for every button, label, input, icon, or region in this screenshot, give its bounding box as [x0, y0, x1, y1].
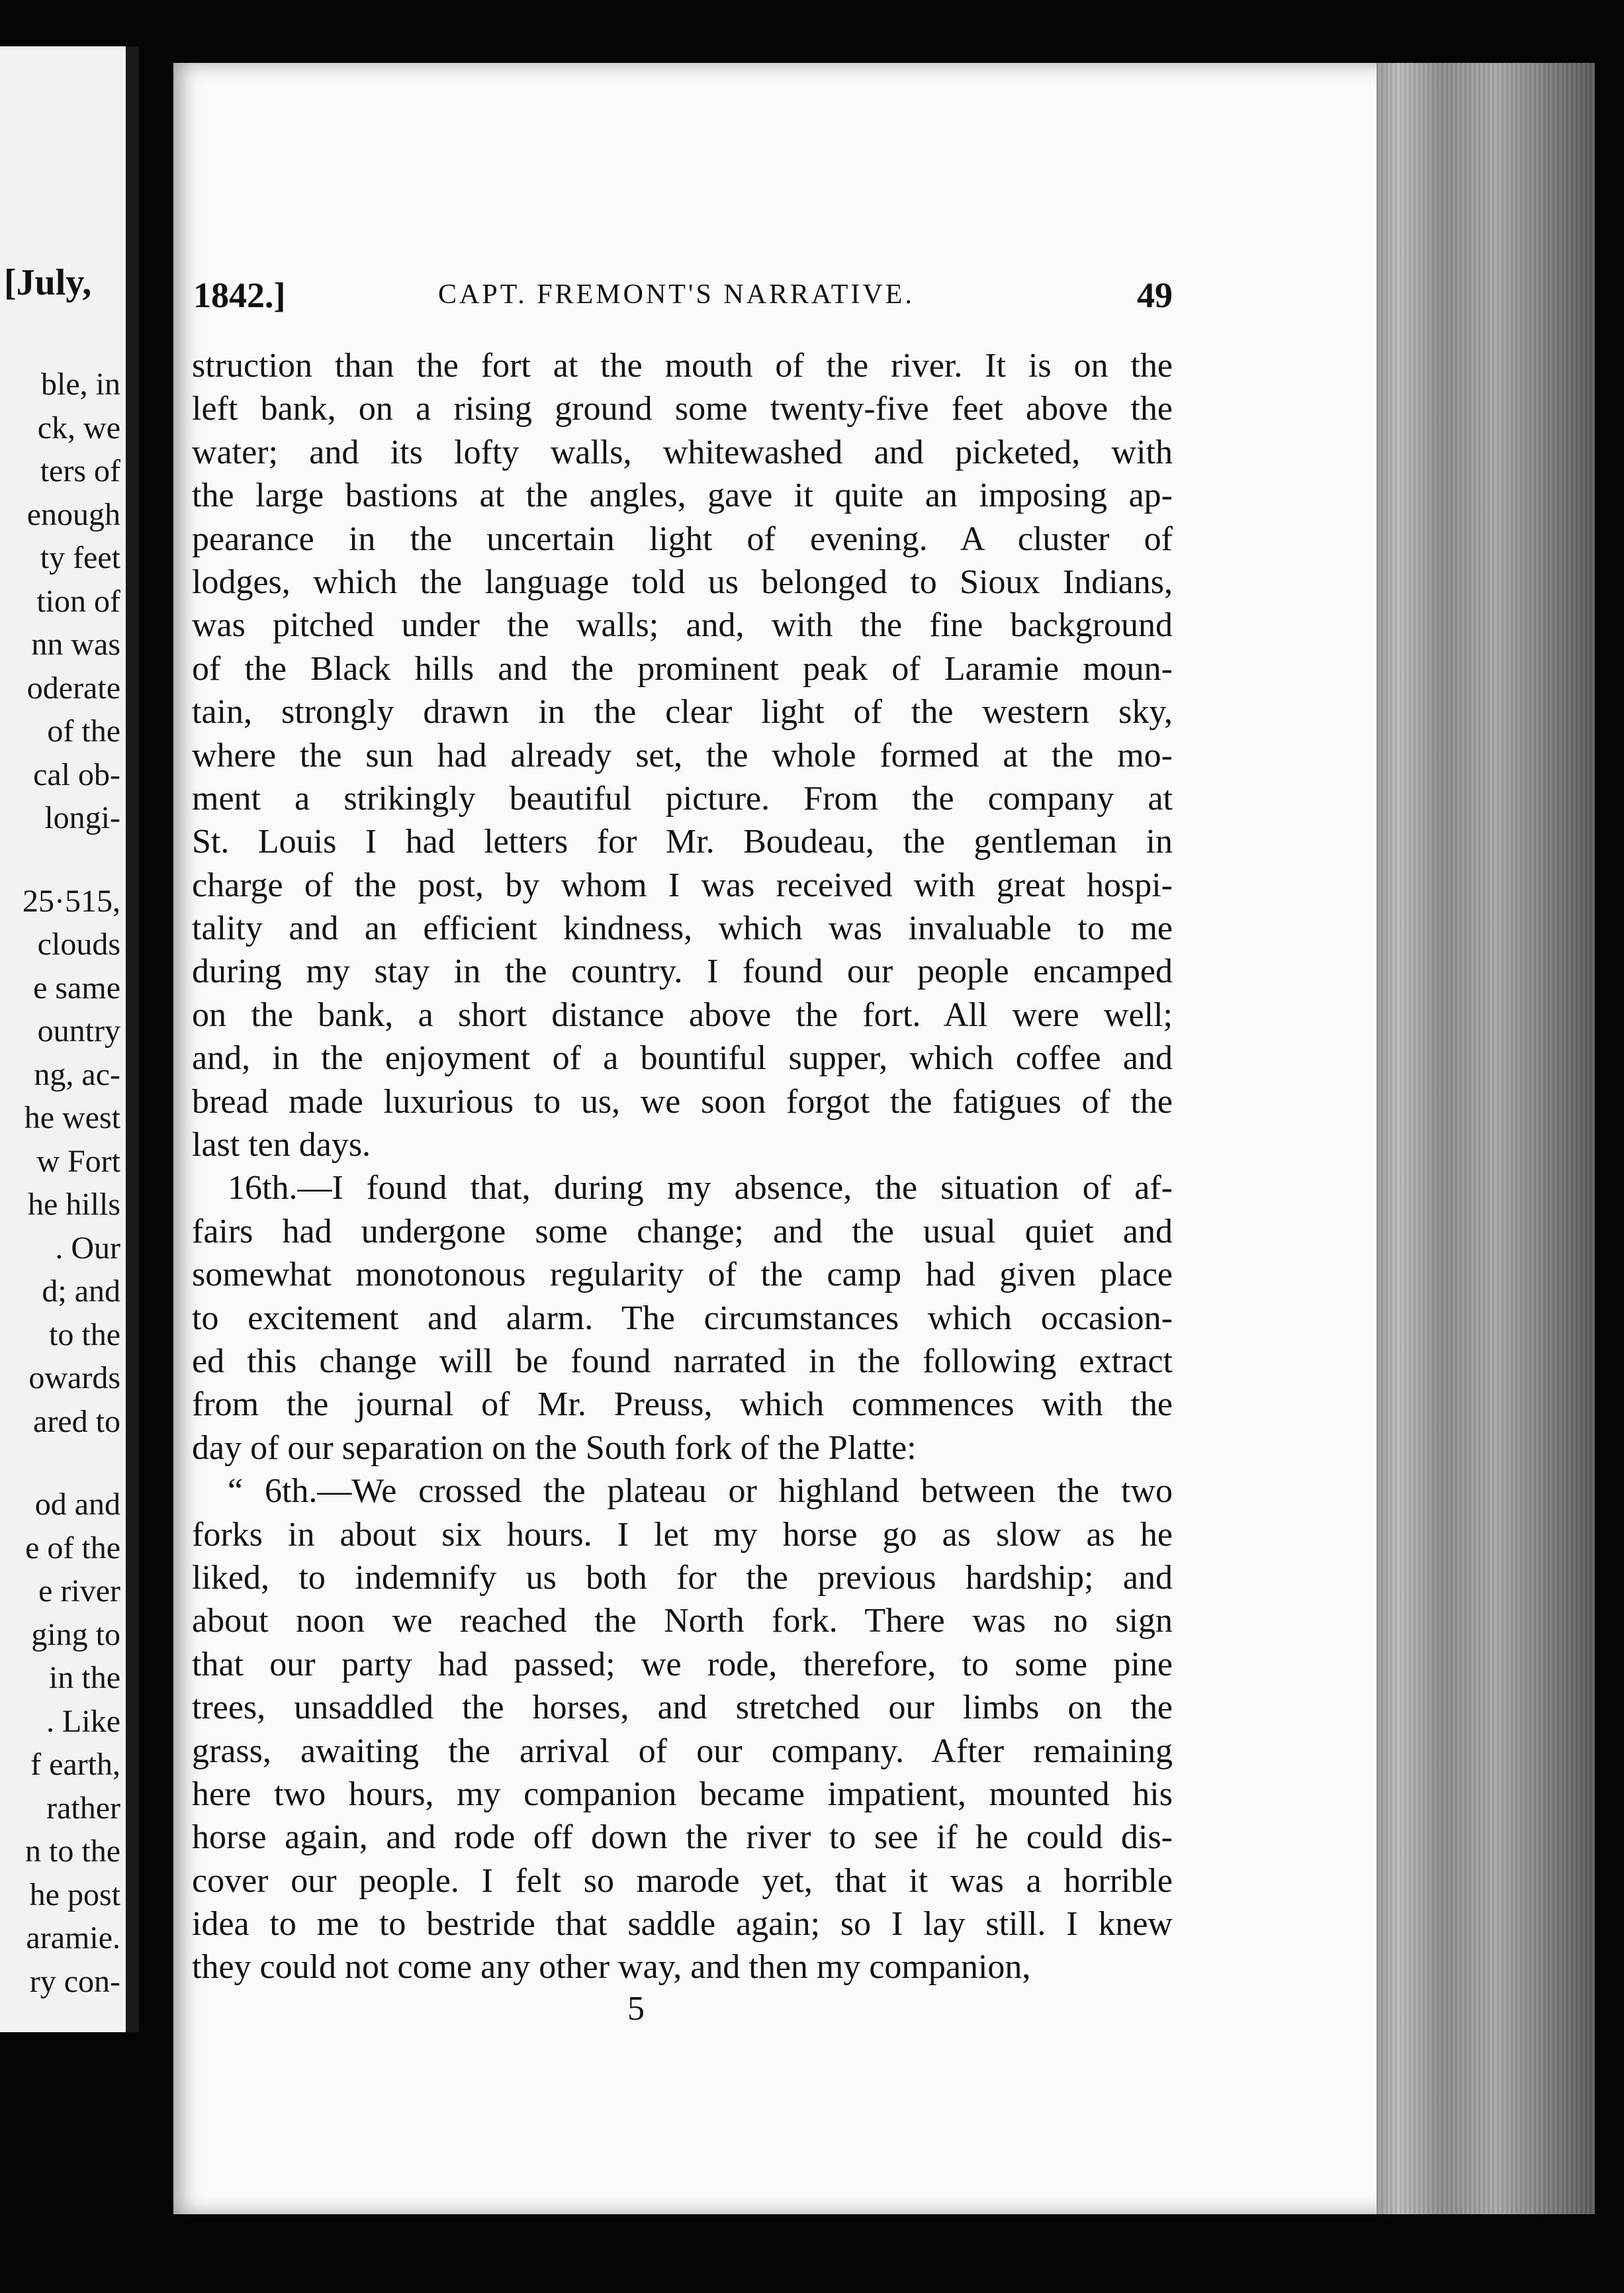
facing-page-line: e river: [38, 1573, 120, 1609]
text-line: struction than the fort at the mouth of the river. It is on the: [192, 347, 1173, 385]
facing-page-line: tion of: [36, 583, 120, 619]
text-line: and, in the enjoyment of a bountiful supper, which coffee and: [192, 1039, 1173, 1078]
facing-page-line: clouds: [37, 927, 120, 962]
text-line: grass, awaiting the arrival of our company. After remaining: [192, 1732, 1173, 1770]
text-line: during my stay in the country. I found our people encamped: [192, 953, 1173, 991]
facing-page-running-head: [July,: [4, 262, 92, 303]
text-line: idea to me to bestride that saddle again; so I lay still. I knew: [192, 1905, 1173, 1943]
facing-page-block-c: [23, 1483, 120, 2003]
facing-page-line: ging to: [31, 1616, 120, 1652]
page-body-text: [192, 344, 1173, 1989]
facing-page-line: e same: [33, 970, 120, 1006]
facing-page-line: ry con-: [29, 1963, 120, 1999]
facing-page-line: in the: [49, 1660, 120, 1695]
text-line: trees, unsaddled the horses, and stretched our limbs on the: [192, 1689, 1173, 1727]
text-line: horse again, and rode off down the river to see if he could dis-: [192, 1818, 1173, 1857]
text-line: lodges, which the language told us belonged to Sioux Indians,: [192, 563, 1173, 601]
facing-page-line: cal ob-: [33, 757, 120, 792]
text-line: of the Black hills and the prominent peak of Laramie moun-: [192, 649, 1173, 688]
facing-page-line: od and: [34, 1487, 120, 1522]
facing-page-gap: [23, 1443, 120, 1483]
text-line: liked, to indemnify us both for the previous hardship; and: [192, 1558, 1173, 1597]
text-line: St. Louis I had letters for Mr. Boudeau, the gentleman in: [192, 823, 1173, 861]
facing-page-line: oderate: [26, 670, 120, 706]
facing-page-line: nn was: [31, 627, 120, 662]
facing-page-line: owards: [28, 1360, 120, 1395]
text-line: tain, strongly drawn in the clear light of the western sky,: [192, 693, 1173, 731]
facing-page-line: rather: [46, 1790, 120, 1826]
facing-page-line: ountry: [37, 1013, 120, 1049]
facing-page-line: ck, we: [37, 410, 120, 445]
facing-page-line: aramie.: [26, 1920, 120, 1955]
text-line: cover our people. I felt so marode yet, that it was a horrible: [192, 1861, 1173, 1900]
text-line: that our party had passed; we rode, therefore, to some pine: [192, 1645, 1173, 1683]
facing-page-line: ters of: [40, 453, 120, 489]
facing-page-line: f earth,: [30, 1747, 120, 1782]
facing-page-line: longi-: [44, 800, 120, 835]
text-line: charge of the post, by whom I was received with great hospi-: [192, 866, 1173, 904]
facing-page-line: w Fort: [36, 1143, 120, 1179]
signature-mark: 5: [627, 1990, 645, 2028]
text-line: ed this change will be found narrated in the following extract: [192, 1342, 1173, 1380]
text-line: here two hours, my companion became impatient, mounted his: [192, 1775, 1173, 1813]
text-line: “ 6th.—We crossed the plateau or highland between the two: [228, 1472, 1173, 1511]
text-line: pearance in the uncertain light of evening. A cluster of: [192, 520, 1173, 558]
facing-page-line: he post: [29, 1877, 120, 1912]
text-line: 16th.—I found that, during my absence, the situation of af-: [228, 1169, 1173, 1207]
facing-page-line: he hills: [28, 1187, 120, 1222]
facing-page-text: [23, 363, 120, 2003]
facing-page-line: of the: [47, 714, 120, 749]
facing-page-line: ng, ac-: [34, 1056, 120, 1092]
text-line: bread made luxurious to us, we soon forgot the fatigues of the: [192, 1082, 1173, 1121]
text-line: left bank, on a rising ground some twenty-five feet above the: [192, 390, 1173, 428]
running-head: [193, 275, 1173, 321]
text-line: tality and an efficient kindness, which was invaluable to me: [192, 910, 1173, 948]
text-line: the large bastions at the angles, gave it quite an imposing ap-: [192, 477, 1173, 515]
text-line: was pitched under the walls; and, with the fine background: [192, 606, 1173, 645]
facing-page-line: . Our: [55, 1230, 120, 1266]
facing-page-line: n to the: [25, 1834, 120, 1869]
facing-page-line: he west: [24, 1100, 120, 1135]
text-line: ment a strikingly beautiful picture. From the company at: [192, 779, 1173, 818]
text-line: they could not come any other way, and then my companion,: [192, 1948, 1031, 1987]
facing-page-block-a: [23, 363, 120, 840]
facing-page-line: 25·515,: [23, 883, 120, 919]
page-stack-edge: [1376, 63, 1595, 2214]
text-line: to excitement and alarm. The circumstances which occasion-: [192, 1299, 1173, 1337]
text-line: fairs had undergone some change; and the usual quiet and: [192, 1212, 1173, 1250]
text-line: day of our separation on the South fork of the Platte:: [192, 1428, 917, 1467]
facing-page-gap: [23, 840, 120, 880]
facing-page-line: ty feet: [40, 540, 120, 575]
facing-page-line: to the: [49, 1317, 120, 1352]
facing-page-line: ble, in: [41, 367, 120, 402]
text-line: on the bank, a short distance above the fort. All were well;: [192, 996, 1173, 1034]
facing-page-fragment: [0, 46, 139, 2032]
facing-page-line: d; and: [42, 1274, 120, 1309]
running-head-year: 1842.]: [193, 275, 286, 315]
facing-page-block-b: [23, 880, 120, 1444]
facing-page-line: e of the: [25, 1530, 120, 1566]
text-line: last ten days.: [192, 1126, 371, 1164]
text-line: forks in about six hours. I let my horse go as slow as he: [192, 1515, 1173, 1554]
running-head-title: CAPT. FREMONT'S NARRATIVE.: [438, 279, 915, 310]
text-line: where the sun had already set, the whole formed at the mo-: [192, 736, 1173, 774]
facing-page-line: ared to: [33, 1403, 120, 1439]
text-line: water; and its lofty walls, whitewashed and picketed, with: [192, 433, 1173, 471]
page-number: 49: [1137, 275, 1173, 315]
text-line: from the journal of Mr. Preuss, which commences with the: [192, 1385, 1173, 1424]
facing-page-line: enough: [26, 496, 120, 532]
text-line: about noon we reached the North fork. There was no sign: [192, 1602, 1173, 1640]
text-line: somewhat monotonous regularity of the camp had given place: [192, 1256, 1173, 1294]
facing-page-line: . Like: [46, 1703, 120, 1739]
